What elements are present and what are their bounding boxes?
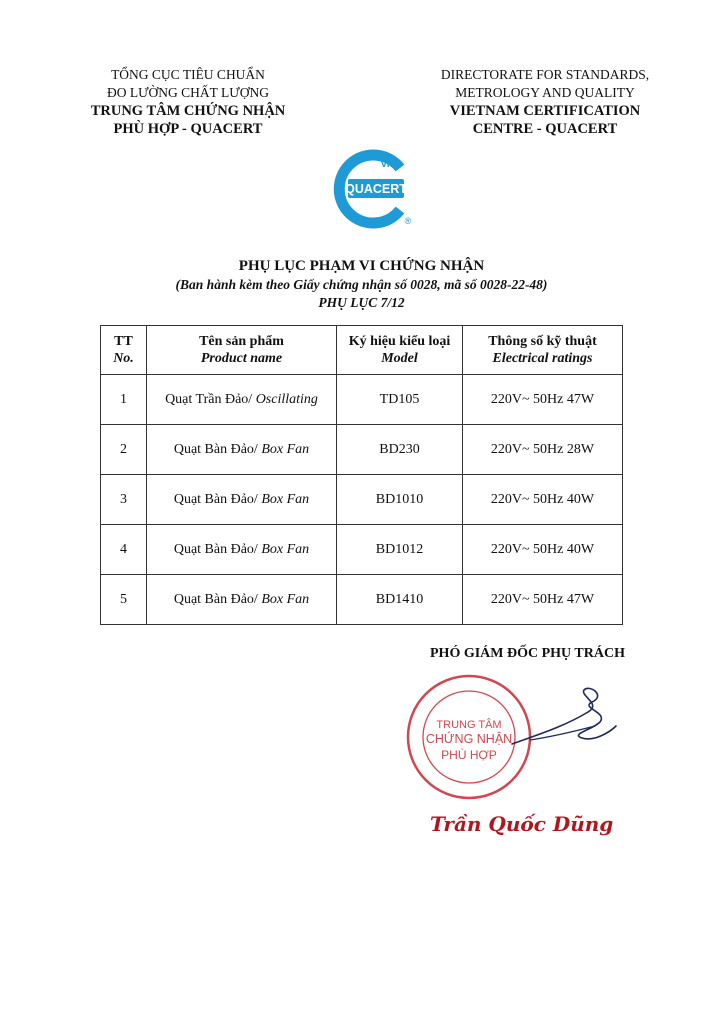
product-table [100, 325, 623, 625]
stamp-line-2: CHỨNG NHẬN [425, 732, 513, 746]
cell-no: 5 [101, 575, 147, 625]
product-name-vi: Quạt Bàn Đảo/ [173, 591, 258, 607]
product-name-en: Oscillating [252, 391, 318, 407]
signatory-title: PHÓ GIÁM ĐỐC PHỤ TRÁCH [430, 646, 625, 661]
table-header-row [101, 326, 623, 375]
header-no [101, 326, 147, 375]
cell-model: TD105 [337, 375, 463, 425]
header-model-vi: Ký hiệu kiểu loại [348, 334, 451, 349]
cell-product-name [147, 575, 337, 625]
cell-product-name [147, 525, 337, 575]
product-name-vi: Quạt Bàn Đảo/ [173, 541, 258, 557]
table-row [101, 525, 623, 575]
cell-product-name [147, 425, 337, 475]
cell-rating: 220V~ 50Hz 40W [463, 525, 623, 575]
cell-no: 2 [101, 425, 147, 475]
header-no-vi: TT [114, 334, 133, 349]
header-model [337, 326, 463, 375]
header-product-name-vi: Tên sản phẩm [199, 334, 284, 349]
cell-product-name [147, 475, 337, 525]
stamp-line-3: PHÙ HỢP [441, 748, 497, 762]
cell-no: 4 [101, 525, 147, 575]
cell-rating: 220V~ 50Hz 28W [463, 425, 623, 475]
header-left [68, 66, 308, 138]
stamp-line-1: TRUNG TÂM [436, 719, 502, 731]
registered-mark: ® [404, 216, 412, 226]
product-name-en: Box Fan [257, 591, 310, 607]
cell-model: BD230 [337, 425, 463, 475]
handwritten-signature [510, 682, 620, 752]
cell-rating: 220V~ 50Hz 40W [463, 475, 623, 525]
logo-small-text: vn [381, 159, 393, 170]
header-right-line-2: METROLOGY AND QUALITY [455, 85, 635, 100]
product-name-vi: Quạt Trần Đảo/ [165, 391, 253, 407]
product-name-vi: Quạt Bàn Đảo/ [173, 491, 258, 507]
header-model-en: Model [381, 351, 418, 366]
table-row [101, 575, 623, 625]
product-name-en: Box Fan [257, 491, 310, 507]
header-product-name [147, 326, 337, 375]
product-name-en: Box Fan [257, 441, 310, 457]
header-right-line-1: DIRECTORATE FOR STANDARDS, [440, 67, 650, 82]
header-left-line-3: TRUNG TÂM CHỨNG NHẬN [90, 103, 286, 119]
signatory-name: Trần Quốc Dũng [430, 812, 614, 836]
table-row [101, 425, 623, 475]
cell-rating: 220V~ 50Hz 47W [463, 375, 623, 425]
document-subtitle: (Ban hành kèm theo Giấy chứng nhận số 0028, mã số 0028-22-48) [175, 277, 548, 292]
header-left-line-1: TỔNG CỤC TIÊU CHUẨN [111, 67, 265, 82]
header-product-name-en: Product name [200, 351, 283, 366]
header-left-line-4: PHÙ HỢP - QUACERT [113, 121, 263, 137]
product-name-en: Box Fan [257, 541, 310, 557]
table-row [101, 475, 623, 525]
product-name-vi: Quạt Bàn Đảo/ [173, 441, 258, 457]
cell-no: 1 [101, 375, 147, 425]
cell-product-name [147, 375, 337, 425]
header-right [400, 66, 690, 138]
table-row [101, 375, 623, 425]
appendix-label: PHỤ LỤC 7/12 [318, 295, 405, 310]
cell-model: BD1410 [337, 575, 463, 625]
cell-model: BD1012 [337, 525, 463, 575]
header-ratings-en: Electrical ratings [492, 351, 593, 366]
header-ratings [463, 326, 623, 375]
header-no-en: No. [113, 351, 134, 366]
header-right-line-3: VIETNAM CERTIFICATION [449, 103, 641, 119]
logo-text: QUACERT [345, 182, 407, 196]
cell-no: 3 [101, 475, 147, 525]
header-right-line-4: CENTRE - QUACERT [472, 121, 618, 137]
document-title: PHỤ LỤC PHẠM VI CHỨNG NHẬN [238, 258, 485, 274]
header-left-line-2: ĐO LƯỜNG CHẤT LƯỢNG [106, 85, 270, 100]
cell-model: BD1010 [337, 475, 463, 525]
quacert-logo [330, 146, 414, 230]
cell-rating: 220V~ 50Hz 47W [463, 575, 623, 625]
header-ratings-vi: Thông số kỹ thuật [488, 334, 597, 349]
